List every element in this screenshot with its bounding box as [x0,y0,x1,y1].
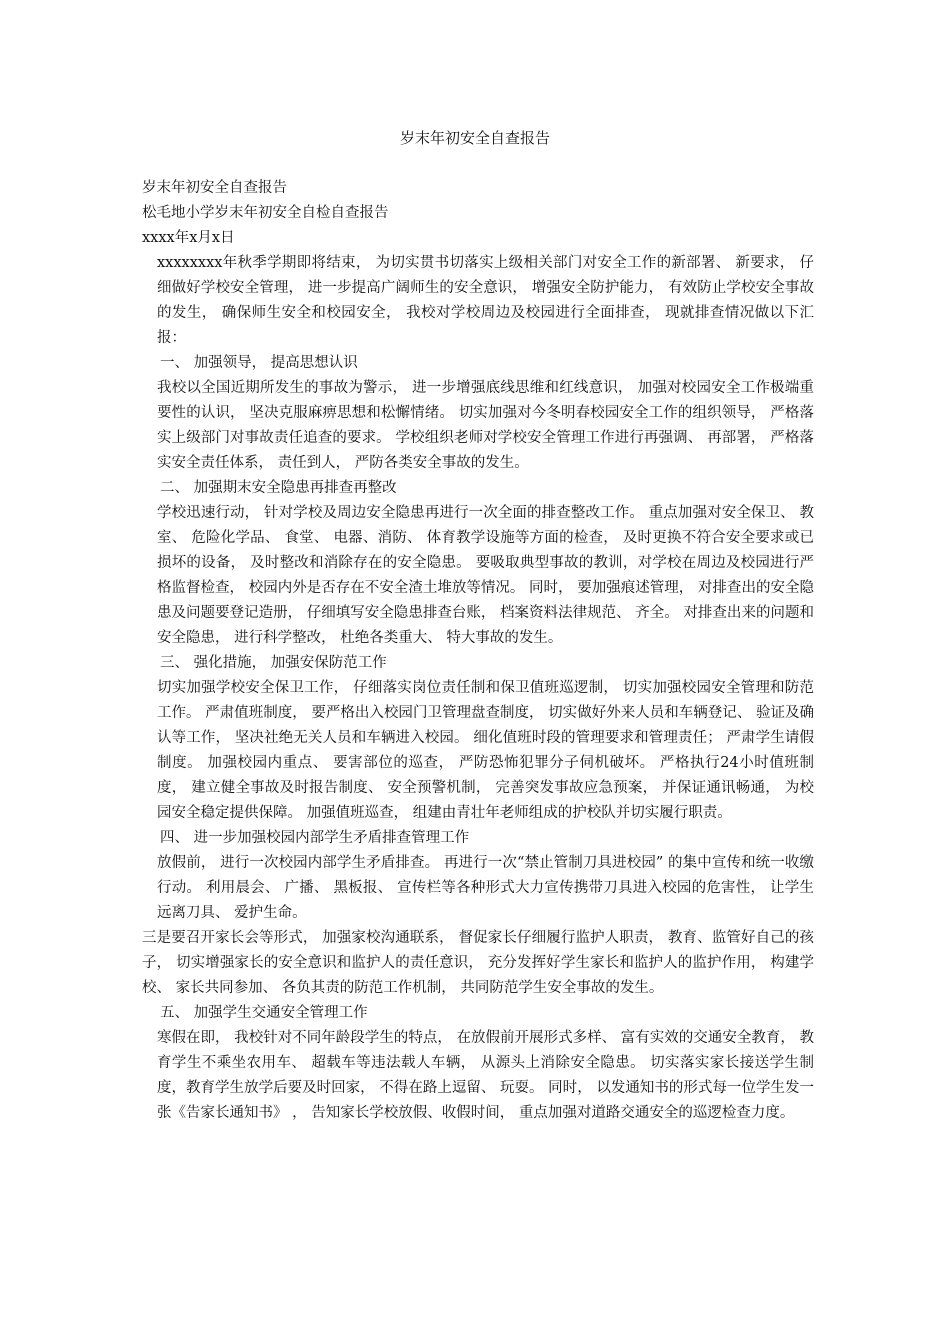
section-3-heading: 三、 强化措施， 加强安保防范工作 [160,655,387,671]
section-2-paragraph: 学校迅速行动， 针对学校及周边安全隐患再进行一次全面的排查整改工作。 重点加强对安全保卫、 教室、 危险化学品、 食堂、 电器、消防、 体育教学设施等方面的检查， 及时更换不符合安全要求或已损坏的设备， 及时整改和消除存在的安全隐患。 要吸取典型事故的教训，对学校在周边及校园进行严格监督检查， 校园内外是否存在不安全渣土堆放等情况。 同时， 要加强痕述管理， 对排查出的安全隐患及问题要登记造册， 仔细填写安全隐患排查台账， 档案资料法律规范、 齐全。 对排查出来的问题和安全隐患， 进行科学整改， 杜绝各类重大、 特大事故的发生。 [157,505,814,646]
section-5-heading: 五、 加强学生交通安全管理工作 [160,1005,368,1021]
section-4-heading: 四、 进一步加强校园内部学生矛盾排查管理工作 [160,830,470,846]
section-1-paragraph: 我校以全国近期所发生的事故为警示， 进一步增强底线思维和红线意识， 加强对校园安全工作极端重要性的认识， 坚决克服麻痹思想和松懈情绪。 切实加强对今冬明春校园安全工作的组织领导， 严格落实上级部门对事故责任追查的要求。 学校组织老师对学校安全管理工作进行再强调、 再部署， 严格落实安全责任体系， 责任到人， 严防各类安全事故的发生。 [157,380,814,471]
document-title: 岁末年初安全自查报告 [399,129,550,147]
subtitle: 岁末年初安全自查报告 [142,180,287,196]
section-1-heading: 一、 加强领导， 提高思想认识 [160,355,358,371]
section-4-paragraph-1: 放假前， 进行一次校园内部学生矛盾排查。 再进行一次“禁止管制刀具进校园” 的集中宣传和统一收缴行动。 利用晨会、 广播、 黑板报、 宣传栏等各种形式大力宣传携带刀具进入校园的危害性， 让学生远离刀具、 爱护生命。 [157,855,814,921]
section-2-heading: 二、 加强期末安全隐患再排查再整改 [160,480,397,496]
intro-paragraph: xxxxxxxx年秋季学期即将结束， 为切实贯书切落实上级相关部门对安全工作的新部署、 新要求， 仔细做好学校安全管理， 进一步提高广阔师生的安全意识， 增强安全防护能力， 有效防止学校安全事故的发生， 确保师生安全和校园安全， 我校对学校周边及校园进行全面排查， 现就排查情况做以下汇报： [157,255,814,346]
section-3-paragraph: 切实加强学校安全保卫工作， 仔细落实岗位责任制和保卫值班巡逻制， 切实加强校园安全管理和防范工作。 严肃值班制度， 要严格出入校园门卫管理盘查制度， 切实做好外来人员和车辆登记、 验证及确认等工作， 坚决社绝无关人员和车辆进入校园。 细化值班时段的管理要求和管理责任； 严肃学生请假制度。 加强校园内重点、 要害部位的巡查， 严防恐怖犯罪分子伺机破坏。 严格执行24小时值班制度， 建立健全事故及时报告制度、 安全预警机制， 完善突发事故应急预案， 并保证通讯畅通， 为校园安全稳定提供保障。 加强值班巡查， 组建由青壮年老师组成的护校队并切实履行职责。 [157,680,814,821]
document-body [142,176,814,1126]
section-4-paragraph-2: 三是要召开家长会等形式， 加强家校沟通联系， 督促家长仔细履行监护人职责， 教育、监管好自己的孩子， 切实增强家长的安全意识和监护人的责任意识， 充分发挥好学生家长和监护人的监护作用， 构建学校、 家长共同参加、 各负其责的防范工作机制， 共同防范学生安全事故的发生。 [142,930,814,996]
school-title: 松毛地小学岁末年初安全自检自查报告 [142,205,389,221]
report-date: xxxx年x月x日 [142,230,235,246]
section-5-paragraph: 寒假在即， 我校针对不同年龄段学生的特点， 在放假前开展形式多样、 富有实效的交通安全教育， 教育学生不乘坐农用车、 超载车等违法载人车辆， 从源头上消除安全隐患。 切实落实家长接送学生制度，教育学生放学后要及时回家， 不得在路上逗留、 玩耍。 同时， 以发通知书的形式每一位学生发一张《告家长通知书》 ， 告知家长学校放假、收假时间， 重点加强对道路交通安全的巡逻检查力度。 [157,1030,814,1121]
